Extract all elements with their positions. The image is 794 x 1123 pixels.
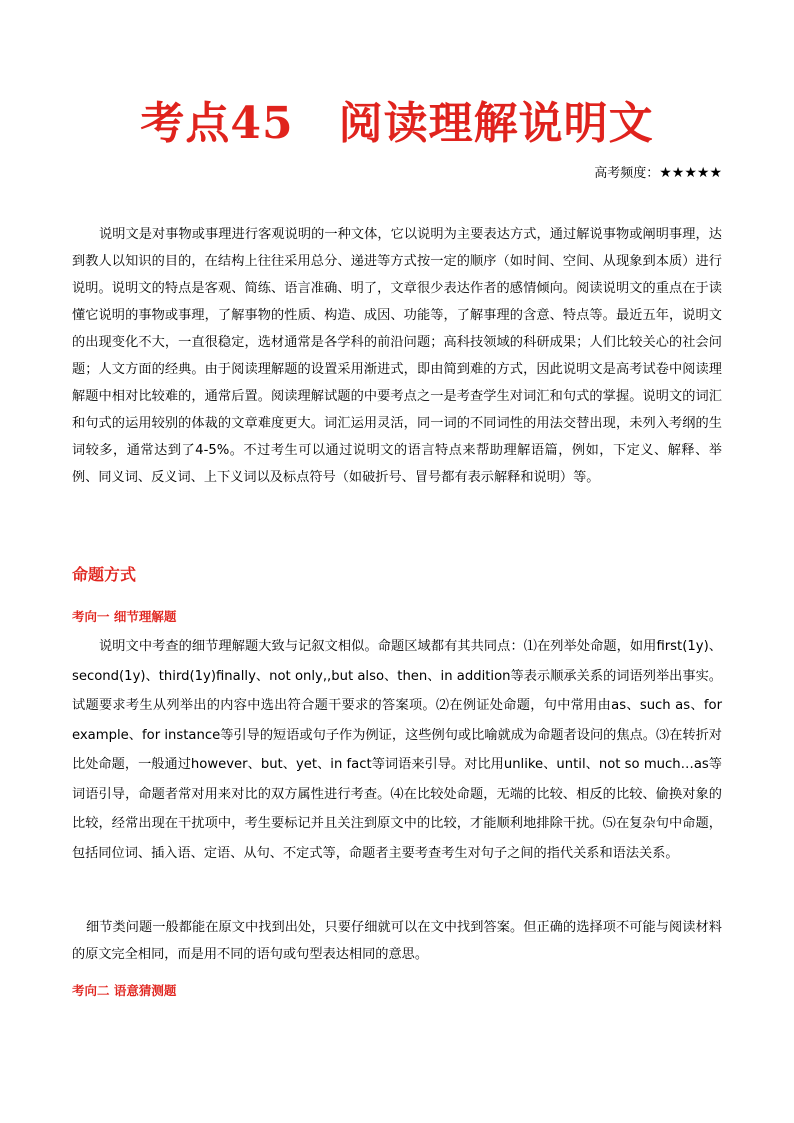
exam-frequency xyxy=(594,164,722,183)
frequency-label: 高考频度： xyxy=(594,166,660,181)
detail-question-paragraph-2: 细节类问题一般都能在原文中找到出处，只要仔细就可以在文中找到答案。但正确的选择项不可能与阅读材料的原文完全相同，而是用不同的语句或句型表达相同的意思。 xyxy=(72,920,722,962)
section-heading: 命题方式 xyxy=(72,565,137,584)
detail-question-paragraph: 说明文中考查的细节理解题大致与记叙文相似。命题区域都有其共同点：⑴在列举处命题，如用first(1y)、second(1y)、third(1y)finally、not only,,but also、then、in addition等表示顺承关系的词语列举出事实。试题要求考生从列举出的内容中选出符合题干要求的答案项。⑵在例证处命题，句中常用由as、such as、for example、for instance等引导的短语或句子作为例证，这些例句或比喻就成为命题者设问的焦点。⑶在转折对比处命题，一般通过however、but、yet、in fact等词语来引导。对比用unlike、until、not so much…as等词语引导，命题者常对用来对比的双方属性进行考查。⑷在比较处命题，无端的比较、相反的比较、偷换对象的比较，经常出现在干扰项中，考生要标记并且关注到原文中的比较，才能顺利地排除干扰。⑸在复杂句中命题，包括同位词、插入语、定语、从句、不定式等，命题者主要考查考生对句子之间的指代关系和语法关系。 xyxy=(72,639,722,861)
intro-paragraph: 说明文是对事物或事理进行客观说明的一种文体，它以说明为主要表达方式，通过解说事物或阐明事理，达到教人以知识的目的，在结构上往往采用总分、递进等方式按一定的顺序（如时间、空间、从现象到本质）进行说明。说明文的特点是客观、简练、语言准确、明了，文章很少表达作者的感情倾向。阅读说明文的重点在于读懂它说明的事物或事理，了解事物的性质、构造、成因、功能等，了解事理的含意、特点等。最近五年，说明文的出现变化不大，一直很稳定，选材通常是各学科的前沿问题；高科技领域的科研成果；人们比较关心的社会问题；人文方面的经典。由于阅读理解题的设置采用渐进式，即由简到难的方式，因此说明文是高考试卷中阅读理解题中相对比较难的，通常后置。阅读理解试题的中要考点之一是考查学生对词汇和句式的掌握。说明文的词汇和句式的运用较别的体裁的文章难度更大。词汇运用灵活，同一词的不同词性的用法交替出现，未列入考纲的生词较多，通常达到了4-5%。不过考生可以通过说明文的语言特点来帮助理解语篇，例如，下定义、解释、举例、同义词、反义词、上下义词以及标点符号（如破折号、冒号都有表示解释和说明）等。 xyxy=(72,227,722,485)
frequency-stars: ★★★★★ xyxy=(659,165,722,181)
subsection-heading-2: 考向二 语意猜测题 xyxy=(72,983,177,998)
page-title: 考点45 阅读理解说明文 xyxy=(140,98,654,149)
subsection-heading-1: 考向一 细节理解题 xyxy=(72,609,177,624)
